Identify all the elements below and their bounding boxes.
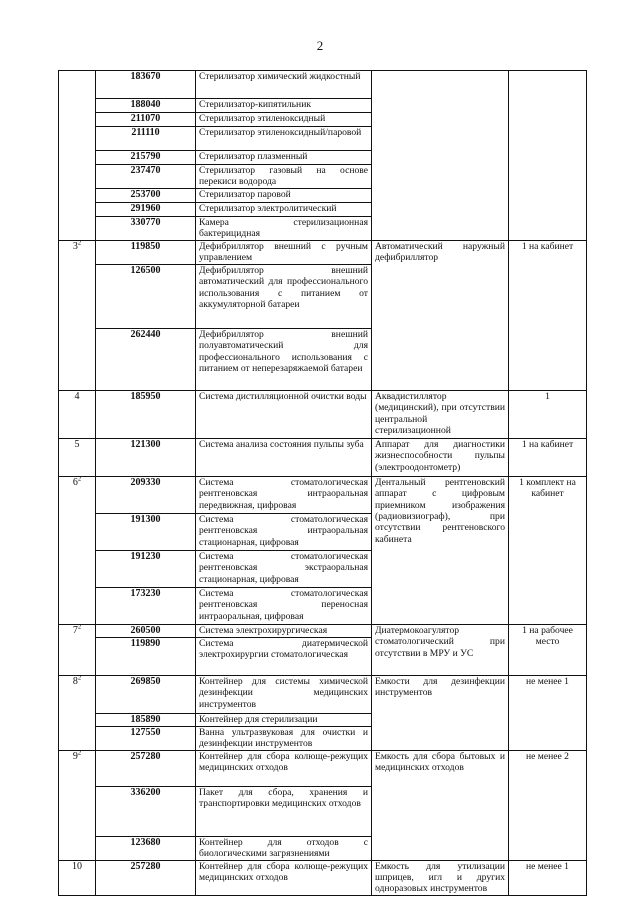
item-code: 126500 bbox=[96, 265, 196, 329]
row-number bbox=[59, 71, 96, 241]
table-row bbox=[59, 860, 587, 895]
row-number bbox=[59, 751, 96, 861]
item-code: 191300 bbox=[96, 514, 196, 551]
item-code: 119890 bbox=[96, 638, 196, 676]
item-name: Контейнер для отходов с биологическими загрязнениями bbox=[196, 837, 372, 861]
equipment-name: Дентальный рентгеновский аппарат с цифровым приемником изображения (радиовизиограф), при отсутствии рентгеновского кабинета bbox=[372, 477, 509, 625]
table-row bbox=[59, 625, 587, 638]
equipment-table-body bbox=[59, 71, 587, 896]
equipment-quantity: не менее 2 bbox=[509, 751, 587, 861]
row-number-value: 4 bbox=[74, 391, 80, 402]
table-row bbox=[59, 676, 587, 714]
item-code: 253700 bbox=[96, 189, 196, 203]
item-name: Система стоматологическая рентгеновская интраоральная стационарная, цифровая bbox=[196, 514, 372, 551]
equipment-quantity: не менее 1 bbox=[509, 860, 587, 895]
item-name: Контейнер для сбора колюще-режущих медицинских отходов bbox=[196, 751, 372, 787]
item-name: Стерилизатор плазменный bbox=[196, 151, 372, 165]
item-name: Стерилизатор этиленоксидный bbox=[196, 113, 372, 127]
equipment-name: Аквадистиллятор (медицинский), при отсутствии центральной стерилизационной bbox=[372, 391, 509, 439]
item-code: 123680 bbox=[96, 837, 196, 861]
item-code: 260500 bbox=[96, 625, 196, 638]
row-number bbox=[59, 625, 96, 676]
item-name: Дефибриллятор внешний с ручным управлением bbox=[196, 241, 372, 265]
footnote-marker: 2 bbox=[77, 675, 82, 682]
item-name: Система стоматологическая рентгеновская переносная интраоральная, цифровая bbox=[196, 588, 372, 625]
equipment-quantity: 1 комплект на кабинет bbox=[509, 477, 587, 625]
equipment-name: Диатермокоагулятор стоматологический при отсутствии в МРУ и УС bbox=[372, 625, 509, 676]
equipment-name bbox=[372, 71, 509, 241]
item-code: 185950 bbox=[96, 391, 196, 439]
table-row bbox=[59, 477, 587, 514]
item-code: 257280 bbox=[96, 860, 196, 895]
item-name: Система стоматологическая рентгеновская экстраоральная стационарная, цифровая bbox=[196, 551, 372, 588]
item-name: Стерилизатор газовый на основе перекиси водорода bbox=[196, 165, 372, 189]
footnote-marker: 2 bbox=[77, 750, 82, 757]
equipment-quantity: 1 на кабинет bbox=[509, 439, 587, 477]
item-name: Система стоматологическая рентгеновская интраоральная передвижная, цифровая bbox=[196, 477, 372, 514]
item-name: Дефибриллятор внешний полуавтоматический для профессионального использования с питанием от неперезаряжаемой батареи bbox=[196, 329, 372, 391]
row-number-value: 3 bbox=[72, 241, 78, 252]
item-name: Стерилизатор электролитический bbox=[196, 203, 372, 217]
equipment-name: Аппарат для диагностики жизнеспособности пульпы (электроодонтометр) bbox=[372, 439, 509, 477]
row-number bbox=[59, 477, 96, 625]
equipment-quantity bbox=[509, 71, 587, 241]
item-name: Стерилизатор-кипятильник bbox=[196, 99, 372, 113]
item-name: Камера стерилизационная бактерицидная bbox=[196, 217, 372, 241]
item-code: 127550 bbox=[96, 727, 196, 751]
item-code: 185890 bbox=[96, 714, 196, 727]
item-name: Система диатермической электрохирургии стоматологическая bbox=[196, 638, 372, 676]
row-number-value: 9 bbox=[72, 751, 78, 762]
row-number bbox=[59, 391, 96, 439]
table-row bbox=[59, 439, 587, 477]
equipment-name: Автоматический наружный дефибриллятор bbox=[372, 241, 509, 391]
row-number-value: 5 bbox=[74, 439, 80, 450]
equipment-quantity: не менее 1 bbox=[509, 676, 587, 751]
equipment-name: Емкости для дезинфекции инструментов bbox=[372, 676, 509, 751]
item-name: Система анализа состояния пульпы зуба bbox=[196, 439, 372, 477]
page-number: 2 bbox=[316, 38, 324, 53]
item-name: Система электрохирургическая bbox=[196, 625, 372, 638]
equipment-table bbox=[58, 70, 587, 896]
row-number-value: 6 bbox=[72, 477, 78, 488]
item-code: 119850 bbox=[96, 241, 196, 265]
row-number bbox=[59, 860, 96, 895]
item-code: 209330 bbox=[96, 477, 196, 514]
row-number bbox=[59, 676, 96, 751]
row-number-value: 10 bbox=[72, 860, 82, 872]
item-code: 211110 bbox=[96, 127, 196, 151]
equipment-name: Емкость для утилизации шприцев, игл и других одноразовых инструментов bbox=[372, 860, 509, 895]
item-name: Контейнер для сбора колюще-режущих медицинских отходов bbox=[196, 860, 372, 895]
row-number-value: 8 bbox=[72, 676, 78, 687]
row-number bbox=[59, 241, 96, 391]
item-code: 173230 bbox=[96, 588, 196, 625]
item-code: 237470 bbox=[96, 165, 196, 189]
item-name: Контейнер для стерилизации bbox=[196, 714, 372, 727]
item-name: Контейнер для системы химической дезинфекции медицинских инструментов bbox=[196, 676, 372, 714]
item-code: 183670 bbox=[96, 71, 196, 99]
item-code: 336200 bbox=[96, 787, 196, 837]
item-name: Стерилизатор паровой bbox=[196, 189, 372, 203]
item-code: 269850 bbox=[96, 676, 196, 714]
table-row bbox=[59, 71, 587, 99]
table-row bbox=[59, 241, 587, 265]
footnote-marker: 2 bbox=[77, 624, 82, 631]
table-row bbox=[59, 751, 587, 787]
item-name: Стерилизатор химический жидкостный bbox=[196, 71, 372, 99]
equipment-quantity: 1 на рабочее место bbox=[509, 625, 587, 676]
item-code: 291960 bbox=[96, 203, 196, 217]
equipment-quantity: 1 на кабинет bbox=[509, 241, 587, 391]
item-code: 121300 bbox=[96, 439, 196, 477]
item-code: 191230 bbox=[96, 551, 196, 588]
item-code: 262440 bbox=[96, 329, 196, 391]
row-number-value: 7 bbox=[72, 625, 78, 636]
item-code: 257280 bbox=[96, 751, 196, 787]
item-code: 188040 bbox=[96, 99, 196, 113]
row-number bbox=[59, 439, 96, 477]
item-name: Пакет для сбора, хранения и транспортировки медицинских отходов bbox=[196, 787, 372, 837]
item-code: 330770 bbox=[96, 217, 196, 241]
table-row bbox=[59, 391, 587, 439]
item-name: Система дистилляционной очистки воды bbox=[196, 391, 372, 439]
footnote-marker: 2 bbox=[77, 476, 82, 483]
item-name: Ванна ультразвуковая для очистки и дезинфекции инструментов bbox=[196, 727, 372, 751]
item-name: Дефибриллятор внешний автоматический для профессионального использования с питанием от аккумуляторной батареи bbox=[196, 265, 372, 329]
equipment-name: Емкость для сбора бытовых и медицинских отходов bbox=[372, 751, 509, 861]
equipment-quantity: 1 bbox=[509, 391, 587, 439]
item-code: 215790 bbox=[96, 151, 196, 165]
footnote-marker: 2 bbox=[77, 240, 82, 247]
item-code: 211070 bbox=[96, 113, 196, 127]
item-name: Стерилизатор этиленоксидный/паровой bbox=[196, 127, 372, 151]
